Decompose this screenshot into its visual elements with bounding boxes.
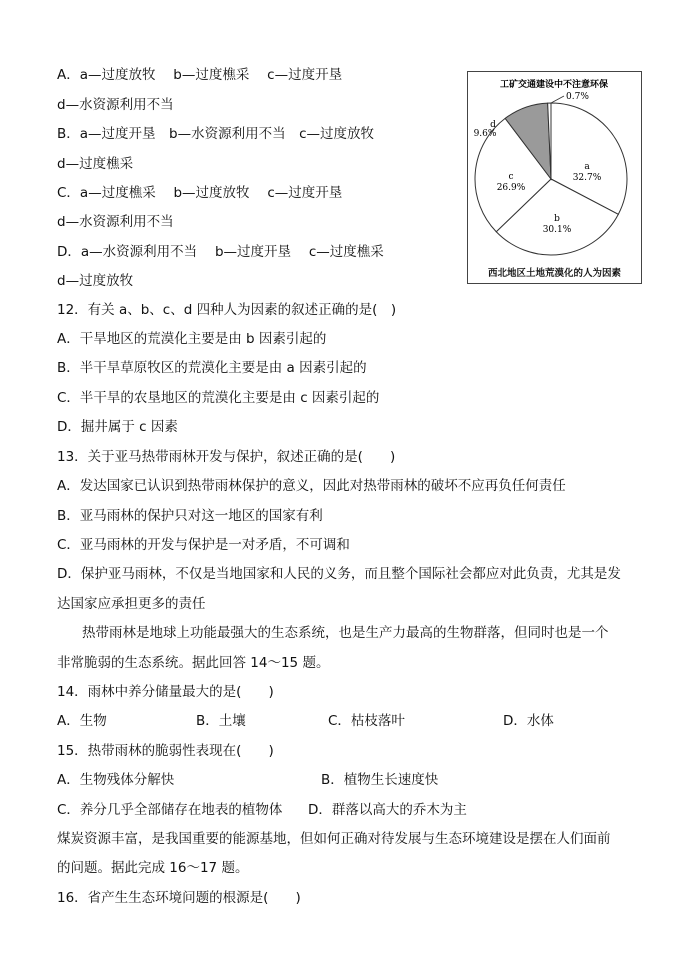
q15-option-d: D．群落以高大的乔木为主 bbox=[308, 802, 467, 818]
pie-chart bbox=[468, 72, 641, 283]
q13-option-d-line1: D．保护亚马雨林，不仅是当地国家和人民的义务，而且整个国际社会都应对此负责，尤其是发 bbox=[57, 566, 621, 582]
pie-value-c: 26.9% bbox=[496, 183, 526, 193]
pie-value-b: 30.1% bbox=[542, 225, 572, 235]
pie-leader-line bbox=[551, 96, 564, 103]
q14-option-a: A．生物 bbox=[57, 713, 107, 729]
q12-option-a: A．干旱地区的荒漠化主要是由 b 因素引起的 bbox=[57, 331, 327, 347]
q12-option-b: B．半干旱草原牧区的荒漠化主要是由 a 因素引起的 bbox=[57, 360, 367, 376]
q14-options bbox=[57, 712, 657, 730]
pie-chart-figure bbox=[467, 71, 642, 284]
passage1-line1: 热带雨林是地球上功能最强大的生态系统，也是生产力最高的生物群落，但同时也是一个 bbox=[82, 625, 609, 641]
q11-option-b-line2: d—过度樵采 bbox=[57, 156, 134, 172]
pie-value-a: 32.7% bbox=[572, 173, 602, 183]
pie-label-b: b bbox=[554, 214, 560, 224]
q15-stem: 15．热带雨林的脆弱性表现在( ) bbox=[57, 743, 274, 759]
q15-options-row1 bbox=[57, 771, 657, 789]
q13-stem: 13．关于亚马热带雨林开发与保护，叙述正确的是( ) bbox=[57, 449, 396, 465]
q14-option-b: B．土壤 bbox=[196, 713, 246, 729]
q11-option-d-line1: D．a—水资源利用不当 b—过度开垦 c—过度樵采 bbox=[57, 244, 384, 260]
q11-option-a-line2: d—水资源利用不当 bbox=[57, 97, 174, 113]
q11-option-c-line1: C．a—过度樵采 b—过度放牧 c—过度开垦 bbox=[57, 185, 343, 201]
q14-option-d: D．水体 bbox=[503, 713, 554, 729]
q15-option-a: A．生物残体分解快 bbox=[57, 772, 175, 788]
pie-label-c: c bbox=[508, 172, 514, 182]
q14-option-c: C．枯枝落叶 bbox=[328, 713, 405, 729]
pie-value-d: 9.6% bbox=[473, 129, 497, 139]
pie-top-value: 0.7% bbox=[566, 92, 589, 102]
q13-option-d-line2: 达国家应承担更多的责任 bbox=[57, 596, 206, 612]
q12-option-c: C．半干旱的农垦地区的荒漠化主要是由 c 因素引起的 bbox=[57, 390, 380, 406]
pie-label-d: d bbox=[490, 120, 496, 130]
q14-stem: 14．雨林中养分储量最大的是( ) bbox=[57, 684, 274, 700]
q11-option-c-line2: d—水资源利用不当 bbox=[57, 214, 174, 230]
q11-option-b-line1: B．a—过度开垦 b—水资源利用不当 c—过度放牧 bbox=[57, 126, 375, 142]
q11-option-d-line2: d—过度放牧 bbox=[57, 273, 134, 289]
q15-option-c: C．养分几乎全部储存在地表的植物体 bbox=[57, 802, 283, 818]
passage2-line1: 煤炭资源丰富，是我国重要的能源基地，但如何正确对待发展与生态环境建设是摆在人们面前 bbox=[57, 831, 611, 847]
passage2-line2: 的问题。据此完成 16～17 题。 bbox=[57, 860, 249, 876]
q16-stem: 16．省产生生态环境问题的根源是( ) bbox=[57, 890, 301, 906]
pie-top-label: 工矿交通建设中不注意环保 bbox=[499, 80, 609, 90]
q12-option-d: D．掘井属于 c 因素 bbox=[57, 419, 178, 435]
passage1-line2: 非常脆弱的生态系统。据此回答 14～15 题。 bbox=[57, 655, 330, 671]
q13-option-b: B．亚马雨林的保护只对这一地区的国家有利 bbox=[57, 508, 323, 524]
q15-options-row2 bbox=[57, 801, 657, 819]
figure-caption: 西北地区土地荒漠化的人为因素 bbox=[487, 268, 621, 279]
q12-stem: 12．有关 a、b、c、d 四种人为因素的叙述正确的是( ) bbox=[57, 302, 397, 318]
q13-option-a: A．发达国家已认识到热带雨林保护的意义，因此对热带雨林的破坏不应再负任何责任 bbox=[57, 478, 566, 494]
q11-option-a-line1: A．a—过度放牧 b—过度樵采 c—过度开垦 bbox=[57, 67, 343, 83]
q13-option-c: C．亚马雨林的开发与保护是一对矛盾，不可调和 bbox=[57, 537, 350, 553]
q15-option-b: B．植物生长速度快 bbox=[321, 772, 439, 788]
pie-label-a: a bbox=[584, 162, 590, 172]
